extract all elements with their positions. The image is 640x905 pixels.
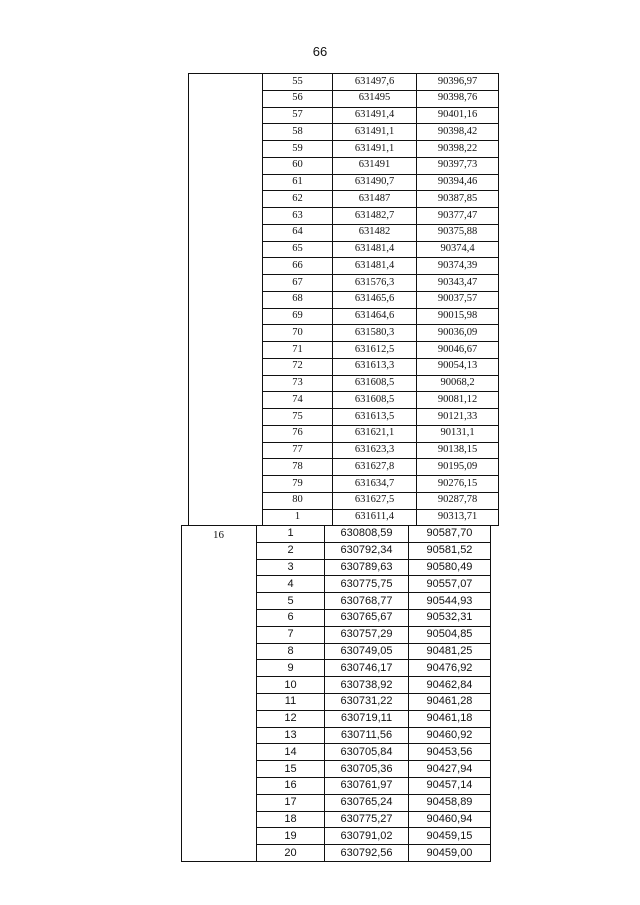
y-coordinate-cell: 90377,47 bbox=[416, 207, 499, 225]
group-label-cell bbox=[181, 525, 257, 862]
y-coordinate-cell: 90580,49 bbox=[408, 559, 491, 577]
y-coordinate-cell: 90387,85 bbox=[416, 190, 499, 208]
x-coordinate-cell: 631608,5 bbox=[332, 375, 417, 393]
x-coordinate-cell: 631627,8 bbox=[332, 458, 417, 476]
point-number-cell: 78 bbox=[262, 458, 333, 476]
point-number-cell: 1 bbox=[256, 525, 325, 543]
x-coordinate-cell: 631495 bbox=[332, 90, 417, 108]
x-coordinate-cell: 630768,77 bbox=[324, 592, 409, 610]
point-number-cell: 67 bbox=[262, 274, 333, 292]
y-coordinate-cell: 90398,42 bbox=[416, 123, 499, 141]
x-coordinate-cell: 630765,24 bbox=[324, 794, 409, 812]
point-number-cell: 63 bbox=[262, 207, 333, 225]
point-number-cell: 61 bbox=[262, 174, 333, 192]
point-number-cell: 66 bbox=[262, 257, 333, 275]
y-coordinate-cell: 90276,15 bbox=[416, 475, 499, 493]
x-coordinate-cell: 631482 bbox=[332, 224, 417, 242]
x-coordinate-cell: 631491,1 bbox=[332, 123, 417, 141]
x-coordinate-cell: 631464,6 bbox=[332, 308, 417, 326]
point-number-cell: 56 bbox=[262, 90, 333, 108]
y-coordinate-cell: 90054,13 bbox=[416, 358, 499, 376]
y-coordinate-cell: 90343,47 bbox=[416, 274, 499, 292]
x-coordinate-cell: 631497,6 bbox=[332, 73, 417, 91]
y-coordinate-cell: 90313,71 bbox=[416, 509, 499, 527]
x-coordinate-cell: 631611,4 bbox=[332, 509, 417, 527]
y-coordinate-cell: 90046,67 bbox=[416, 341, 499, 359]
point-number-cell: 60 bbox=[262, 157, 333, 175]
y-coordinate-cell: 90397,73 bbox=[416, 157, 499, 175]
x-coordinate-cell: 631623,3 bbox=[332, 442, 417, 460]
x-coordinate-cell: 631608,5 bbox=[332, 391, 417, 409]
x-coordinate-cell: 630719,11 bbox=[324, 710, 409, 728]
y-coordinate-cell: 90081,12 bbox=[416, 391, 499, 409]
point-number-cell: 17 bbox=[256, 794, 325, 812]
y-coordinate-cell: 90504,85 bbox=[408, 626, 491, 644]
x-coordinate-cell: 630746,17 bbox=[324, 659, 409, 677]
point-number-cell: 65 bbox=[262, 241, 333, 259]
x-coordinate-cell: 631487 bbox=[332, 190, 417, 208]
x-coordinate-cell: 631481,4 bbox=[332, 257, 417, 275]
y-coordinate-cell: 90398,22 bbox=[416, 140, 499, 158]
group-label-cell bbox=[188, 73, 263, 526]
group-label: 16 bbox=[213, 529, 224, 541]
point-number-cell: 75 bbox=[262, 408, 333, 426]
y-coordinate-cell: 90036,09 bbox=[416, 324, 499, 342]
x-coordinate-cell: 630761,97 bbox=[324, 777, 409, 795]
y-coordinate-cell: 90015,98 bbox=[416, 308, 499, 326]
x-coordinate-cell: 631612,5 bbox=[332, 341, 417, 359]
x-coordinate-cell: 630705,36 bbox=[324, 760, 409, 778]
point-number-cell: 72 bbox=[262, 358, 333, 376]
point-number-cell: 13 bbox=[256, 727, 325, 745]
y-coordinate-cell: 90195,09 bbox=[416, 458, 499, 476]
point-number-cell: 8 bbox=[256, 643, 325, 661]
x-coordinate-cell: 631634,7 bbox=[332, 475, 417, 493]
point-number-cell: 7 bbox=[256, 626, 325, 644]
y-coordinate-cell: 90460,94 bbox=[408, 811, 491, 829]
y-coordinate-cell: 90394,46 bbox=[416, 174, 499, 192]
point-number-cell: 73 bbox=[262, 375, 333, 393]
point-number-cell: 58 bbox=[262, 123, 333, 141]
y-coordinate-cell: 90398,76 bbox=[416, 90, 499, 108]
x-coordinate-cell: 630738,92 bbox=[324, 676, 409, 694]
y-coordinate-cell: 90462,84 bbox=[408, 676, 491, 694]
x-coordinate-cell: 630789,63 bbox=[324, 559, 409, 577]
point-number-cell: 20 bbox=[256, 844, 325, 862]
point-number-cell: 16 bbox=[256, 777, 325, 795]
point-number-cell: 1 bbox=[262, 509, 333, 527]
point-number-cell: 80 bbox=[262, 492, 333, 510]
x-coordinate-cell: 630791,02 bbox=[324, 827, 409, 845]
y-coordinate-cell: 90476,92 bbox=[408, 659, 491, 677]
point-number-cell: 3 bbox=[256, 559, 325, 577]
y-coordinate-cell: 90581,52 bbox=[408, 542, 491, 560]
y-coordinate-cell: 90374,4 bbox=[416, 241, 499, 259]
point-number-cell: 77 bbox=[262, 442, 333, 460]
point-number-cell: 76 bbox=[262, 425, 333, 443]
y-coordinate-cell: 90401,16 bbox=[416, 107, 499, 125]
x-coordinate-cell: 631482,7 bbox=[332, 207, 417, 225]
x-coordinate-cell: 630792,56 bbox=[324, 844, 409, 862]
point-number-cell: 6 bbox=[256, 609, 325, 627]
x-coordinate-cell: 631465,6 bbox=[332, 291, 417, 309]
point-number-cell: 11 bbox=[256, 693, 325, 711]
y-coordinate-cell: 90459,15 bbox=[408, 827, 491, 845]
x-coordinate-cell: 631613,3 bbox=[332, 358, 417, 376]
y-coordinate-cell: 90138,15 bbox=[416, 442, 499, 460]
point-number-cell: 12 bbox=[256, 710, 325, 728]
x-coordinate-cell: 630792,34 bbox=[324, 542, 409, 560]
x-coordinate-cell: 630808,59 bbox=[324, 525, 409, 543]
point-number-cell: 9 bbox=[256, 659, 325, 677]
point-number-cell: 55 bbox=[262, 73, 333, 91]
point-number-cell: 15 bbox=[256, 760, 325, 778]
y-coordinate-cell: 90458,89 bbox=[408, 794, 491, 812]
y-coordinate-cell: 90375,88 bbox=[416, 224, 499, 242]
x-coordinate-cell: 631580,3 bbox=[332, 324, 417, 342]
y-coordinate-cell: 90457,14 bbox=[408, 777, 491, 795]
y-coordinate-cell: 90427,94 bbox=[408, 760, 491, 778]
y-coordinate-cell: 90460,92 bbox=[408, 727, 491, 745]
x-coordinate-cell: 631621,1 bbox=[332, 425, 417, 443]
x-coordinate-cell: 630705,84 bbox=[324, 743, 409, 761]
y-coordinate-cell: 90287,78 bbox=[416, 492, 499, 510]
x-coordinate-cell: 630775,27 bbox=[324, 811, 409, 829]
y-coordinate-cell: 90481,25 bbox=[408, 643, 491, 661]
x-coordinate-cell: 631627,5 bbox=[332, 492, 417, 510]
y-coordinate-cell: 90461,28 bbox=[408, 693, 491, 711]
y-coordinate-cell: 90396,97 bbox=[416, 73, 499, 91]
point-number-cell: 70 bbox=[262, 324, 333, 342]
point-number-cell: 2 bbox=[256, 542, 325, 560]
point-number-cell: 74 bbox=[262, 391, 333, 409]
x-coordinate-cell: 630749,05 bbox=[324, 643, 409, 661]
page-number: 66 bbox=[312, 44, 328, 59]
point-number-cell: 14 bbox=[256, 743, 325, 761]
y-coordinate-cell: 90374,39 bbox=[416, 257, 499, 275]
point-number-cell: 59 bbox=[262, 140, 333, 158]
y-coordinate-cell: 90068,2 bbox=[416, 375, 499, 393]
x-coordinate-cell: 631576,3 bbox=[332, 274, 417, 292]
y-coordinate-cell: 90037,57 bbox=[416, 291, 499, 309]
y-coordinate-cell: 90544,93 bbox=[408, 592, 491, 610]
point-number-cell: 4 bbox=[256, 575, 325, 593]
point-number-cell: 62 bbox=[262, 190, 333, 208]
point-number-cell: 10 bbox=[256, 676, 325, 694]
y-coordinate-cell: 90557,07 bbox=[408, 575, 491, 593]
x-coordinate-cell: 631491,4 bbox=[332, 107, 417, 125]
point-number-cell: 68 bbox=[262, 291, 333, 309]
x-coordinate-cell: 631491 bbox=[332, 157, 417, 175]
x-coordinate-cell: 630757,29 bbox=[324, 626, 409, 644]
y-coordinate-cell: 90459,00 bbox=[408, 844, 491, 862]
x-coordinate-cell: 631481,4 bbox=[332, 241, 417, 259]
x-coordinate-cell: 631491,1 bbox=[332, 140, 417, 158]
x-coordinate-cell: 630731,22 bbox=[324, 693, 409, 711]
point-number-cell: 69 bbox=[262, 308, 333, 326]
x-coordinate-cell: 630711,56 bbox=[324, 727, 409, 745]
point-number-cell: 19 bbox=[256, 827, 325, 845]
y-coordinate-cell: 90453,56 bbox=[408, 743, 491, 761]
point-number-cell: 71 bbox=[262, 341, 333, 359]
point-number-cell: 18 bbox=[256, 811, 325, 829]
y-coordinate-cell: 90461,18 bbox=[408, 710, 491, 728]
x-coordinate-cell: 631613,5 bbox=[332, 408, 417, 426]
x-coordinate-cell: 630775,75 bbox=[324, 575, 409, 593]
y-coordinate-cell: 90532,31 bbox=[408, 609, 491, 627]
y-coordinate-cell: 90121,33 bbox=[416, 408, 499, 426]
x-coordinate-cell: 630765,67 bbox=[324, 609, 409, 627]
point-number-cell: 5 bbox=[256, 592, 325, 610]
point-number-cell: 57 bbox=[262, 107, 333, 125]
y-coordinate-cell: 90587,70 bbox=[408, 525, 491, 543]
point-number-cell: 79 bbox=[262, 475, 333, 493]
y-coordinate-cell: 90131,1 bbox=[416, 425, 499, 443]
x-coordinate-cell: 631490,7 bbox=[332, 174, 417, 192]
point-number-cell: 64 bbox=[262, 224, 333, 242]
